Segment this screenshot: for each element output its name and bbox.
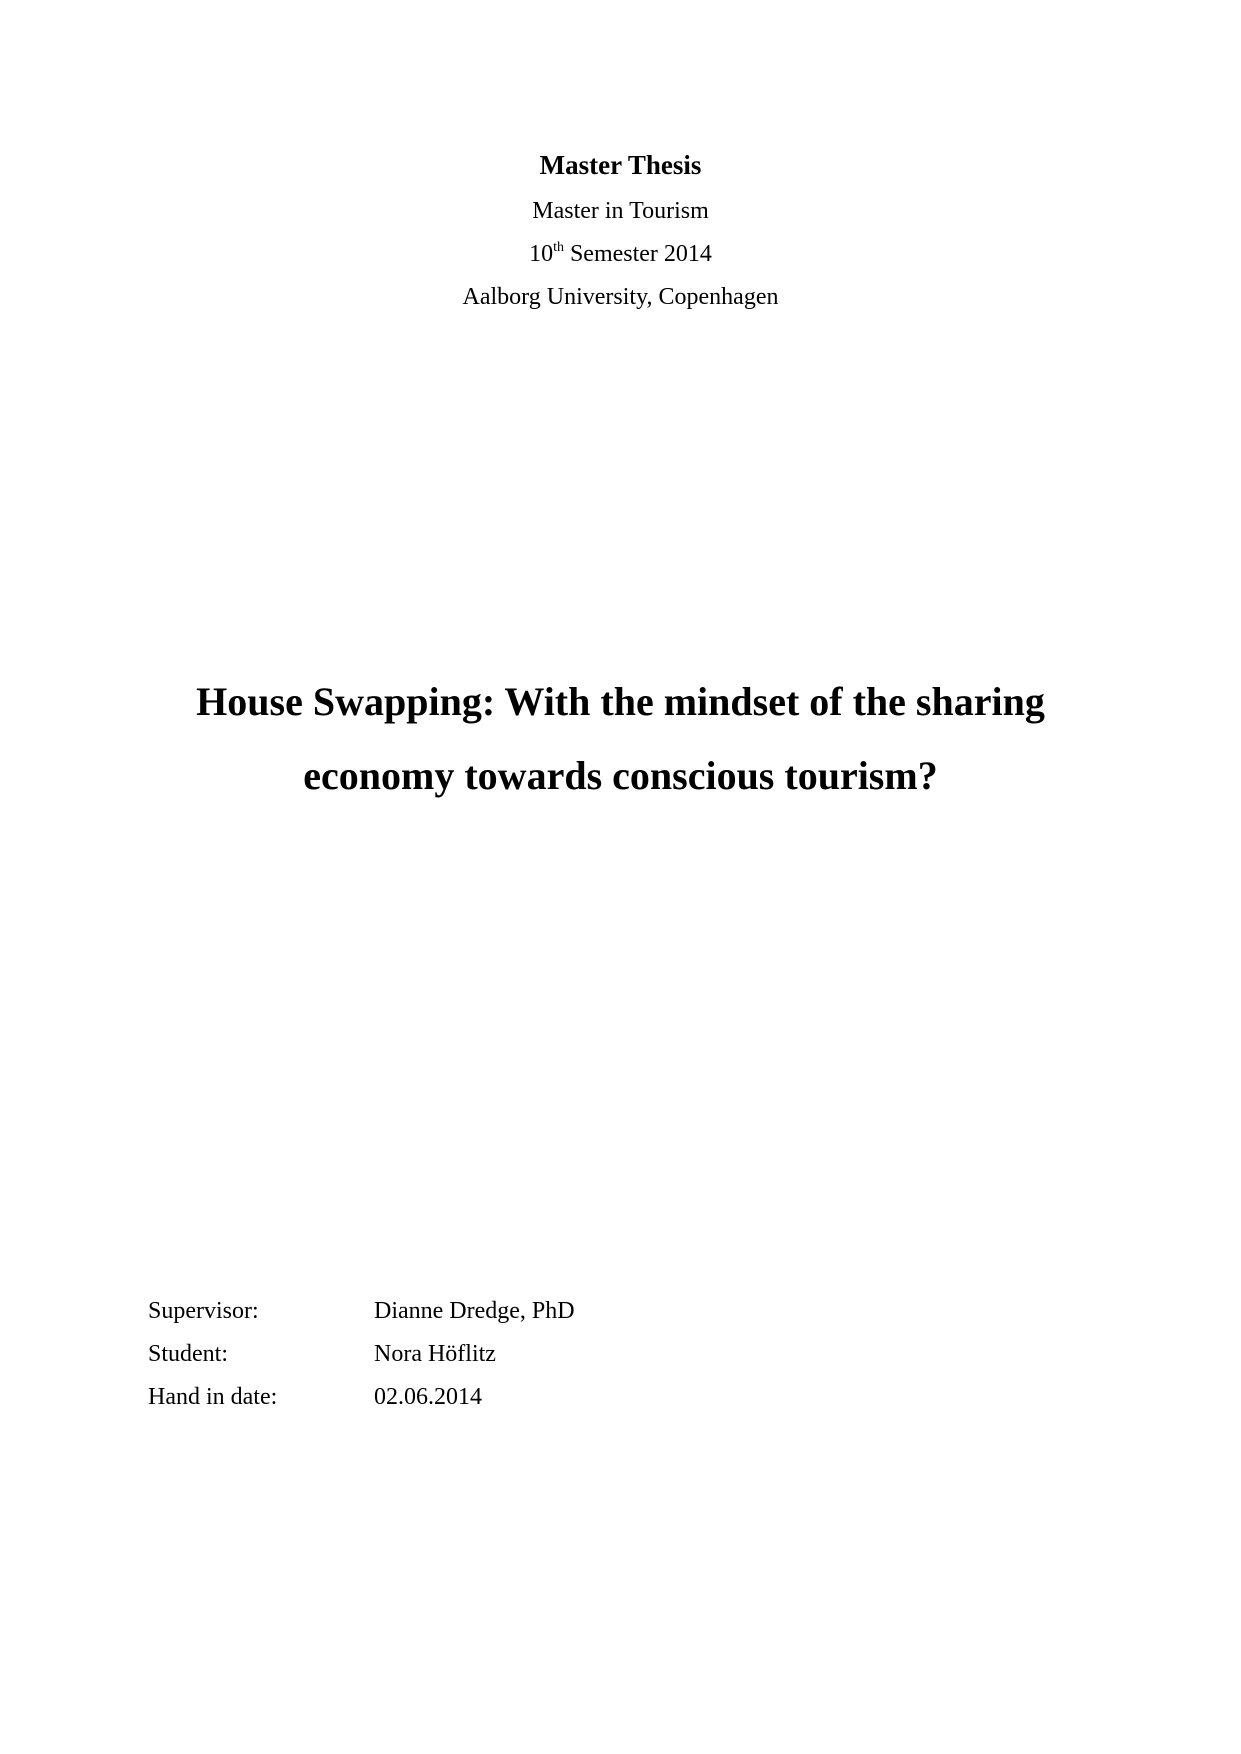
hand-in-date-label: Hand in date: (148, 1384, 278, 1410)
hand-in-date-row (148, 1376, 575, 1419)
supervisor-label: Supervisor: (148, 1298, 259, 1324)
thesis-title-line-2: economy towards conscious tourism? (303, 753, 938, 798)
thesis-title (0, 665, 1241, 813)
supervisor-row (148, 1290, 575, 1333)
document-type: Master Thesis (539, 150, 702, 180)
student-label: Student: (148, 1341, 229, 1367)
thesis-title-line-1: House Swapping: With the mindset of the sharing (196, 679, 1045, 724)
supervisor-value: Dianne Dredge, PhD (374, 1298, 575, 1324)
university: Aalborg University, Copenhagen (462, 284, 779, 310)
semester-text: Semester 2014 (563, 241, 712, 267)
semester (0, 234, 1241, 274)
hand-in-date-value: 02.06.2014 (374, 1384, 482, 1410)
semester-ordinal-suffix: th (553, 240, 564, 255)
thesis-metadata (148, 1290, 575, 1419)
study-program: Master in Tourism (532, 198, 709, 224)
semester-number: 10 (529, 241, 554, 267)
student-row (148, 1333, 575, 1376)
student-value: Nora Höflitz (374, 1341, 496, 1367)
